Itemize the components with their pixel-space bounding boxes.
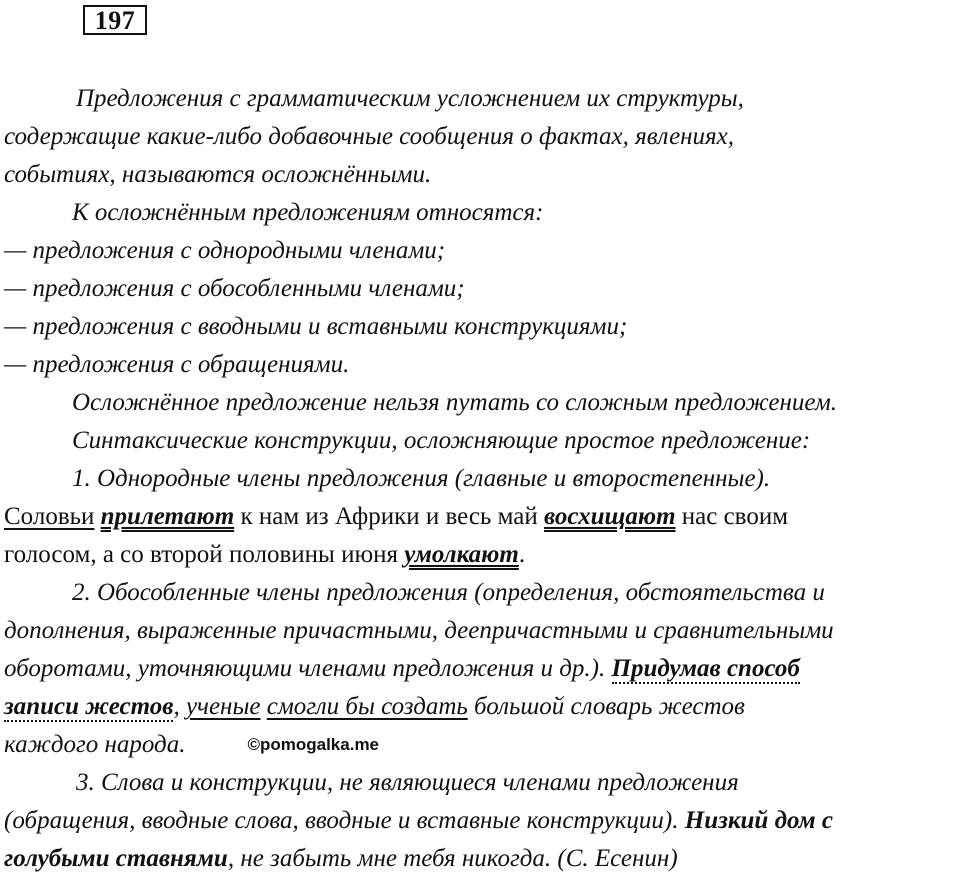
list-item-homogeneous: — предложения с однородными членами; [4,237,446,264]
text-line-11: 1. Однородные члены предложения (главные и второстепенные). [72,465,771,492]
predicate-word-3: умолкают [404,541,519,568]
address-phrase-part-2: голубыми ставнями [4,845,228,872]
list-item-isolated: — предложения с обособленными членами; [4,275,465,302]
participle-phrase-part-1: Придумав способ [611,655,800,682]
text-line-15: дополнения, выраженные причастными, деепричастными и сравнительными [4,617,834,644]
exercise-number-box [83,5,147,35]
text-line-2: содержащие какие-либо добавочные сообщения о фактах, явлениях, [4,123,735,150]
text-span: к нам из Африки и весь май [234,503,544,530]
text-line-9: Осложнённое предложение нельзя путать со сложным предложением. [72,389,838,416]
text-line-19: 3. Слова и конструкции, не являющиеся членами предложения [76,769,739,796]
predicate-phrase: смогли бы создать [266,693,468,720]
text-line-21 [4,840,959,878]
watermark: ©pomogalka.me [247,735,380,754]
example-line-1 [4,498,959,536]
text-line-20 [4,802,959,840]
text-span: нас своим [675,503,789,530]
text-line-14: 2. Обособленные члены предложения (определения, обстоятельства и [72,579,825,606]
text-span [605,655,611,682]
text-span: (обращения, вводные слова, вводные и вставные конструкции). [4,807,685,834]
text-span: большой словарь жестов [467,693,745,720]
predicate-word-2: восхищают [543,503,676,530]
address-phrase-part-1: Низкий дом с [684,807,834,834]
document-body [4,80,959,878]
text-line-17 [4,688,959,726]
text-line-16 [4,650,959,688]
list-item-address: — предложения с обращениями. [4,351,350,378]
text-span: , не забыть мне тебя никогда. (С. Есенин) [227,845,678,872]
text-line-3: событиях, называются осложнёнными. [4,161,432,188]
text-span: каждого народа. [4,731,186,758]
subject-word: Соловьи [4,503,95,530]
text-span: . [518,541,526,568]
predicate-word-1: прилетают [100,503,235,530]
exercise-number: 197 [94,6,136,35]
text-line-18 [4,726,959,764]
text-line-1: Предложения с грамматическим усложнением их структуры, [76,85,744,112]
text-span: голосом, а со второй половины июня [4,541,405,568]
list-item-introductory: — предложения с вводными и вставными конструкциями; [4,313,628,340]
text-span: оборотами, уточняющими членами предложения и др.). [4,655,606,682]
text-span: , [173,693,186,720]
text-line-10: Синтаксические конструкции, осложняющие простое предложение: [72,427,811,454]
example-line-2 [4,536,959,574]
participle-phrase-part-2: записи жестов [4,693,174,720]
text-line-4: К осложнённым предложениям относятся: [72,199,544,226]
subject-word-2: ученые [185,693,261,720]
